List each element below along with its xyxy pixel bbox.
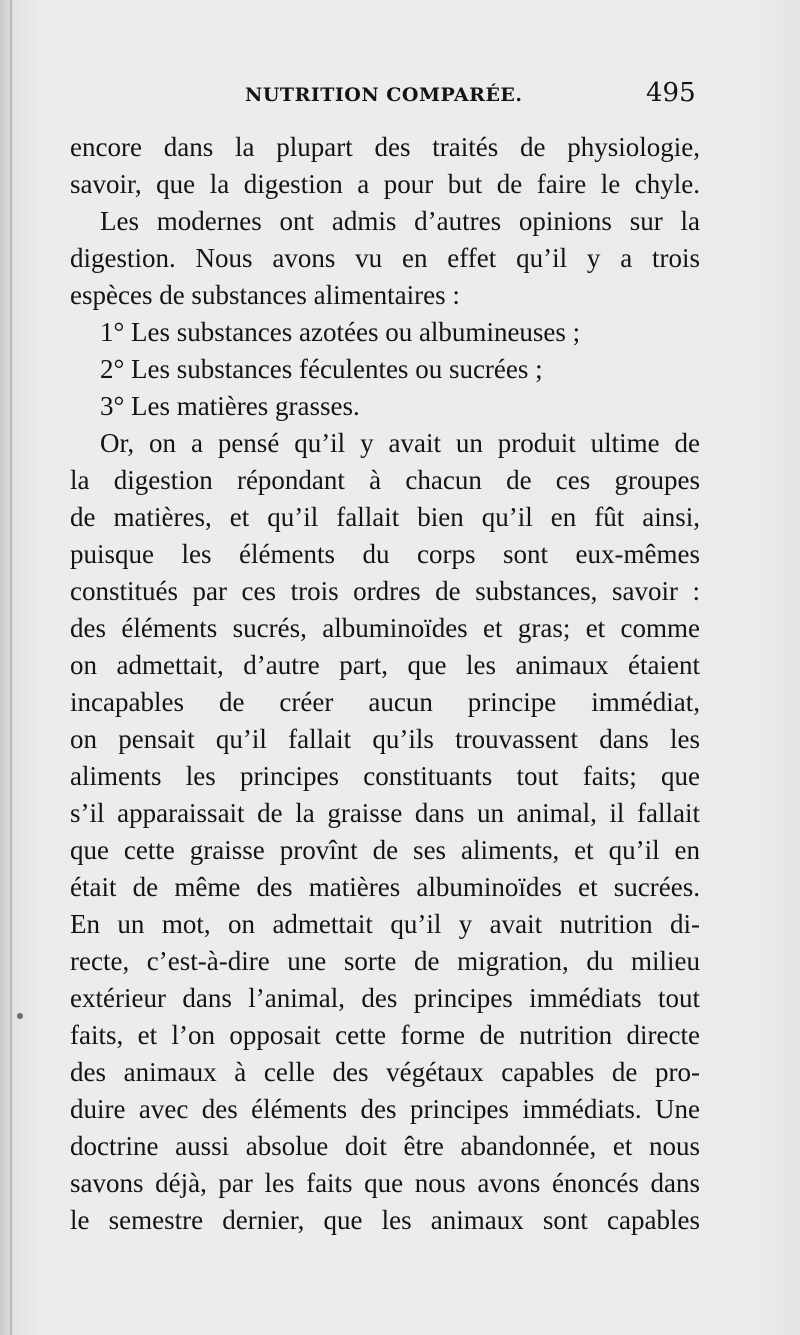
list-item: 2° Les substances féculentes ou sucrées ; (100, 354, 543, 384)
margin-mark (17, 1013, 23, 1019)
binding-gutter (10, 0, 12, 1335)
text-line: des éléments sucrés, albuminoïdes et gras; et comme (70, 613, 700, 643)
text-line: duire avec des éléments des principes immédiats. Une (70, 1094, 700, 1124)
text-line: que cette graisse provînt de ses aliments, et qu’il en (70, 835, 700, 865)
text-line: était de même des matières albuminoïdes et sucrées. (70, 872, 700, 902)
text-line: doctrine aussi absolue doit être abandonnée, et nous (70, 1131, 700, 1161)
text-line: la digestion répondant à chacun de ces groupes (70, 465, 700, 495)
text-line: En un mot, on admettait qu’il y avait nutrition di- (70, 909, 700, 939)
text-line: constitués par ces trois ordres de substances, savoir : (70, 576, 700, 606)
list-item: 1° Les substances azotées ou albumineuses ; (100, 317, 581, 347)
text-line: s’il apparaissait de la graisse dans un animal, il fallait (70, 798, 700, 828)
text-line: savons déjà, par les faits que nous avons énoncés dans (70, 1168, 700, 1198)
text-line: faits, et l’on opposait cette forme de nutrition directe (70, 1020, 700, 1050)
text-line: encore dans la plupart des traités de physiologie, (70, 132, 700, 162)
running-head: NUTRITION COMPARÉE. (245, 84, 523, 106)
text-line: le semestre dernier, que les animaux sont capables (70, 1205, 700, 1235)
text-line: de matières, et qu’il fallait bien qu’il en fût ainsi, (70, 502, 700, 532)
text-line: Or, on a pensé qu’il y avait un produit ultime de (100, 428, 700, 458)
text-line: incapables de créer aucun principe immédiat, (70, 687, 700, 717)
text-line: savoir, que la digestion a pour but de faire le chyle. (70, 169, 700, 199)
text-line: recte, c’est-à-dire une sorte de migration, du milieu (70, 946, 700, 976)
text-line: des animaux à celle des végétaux capables de pro- (70, 1057, 700, 1087)
text-line: aliments les principes constituants tout faits; que (70, 761, 700, 791)
text-line: digestion. Nous avons vu en effet qu’il y a trois (70, 243, 700, 273)
text-line: on admettait, d’autre part, que les animaux étaient (70, 650, 700, 680)
text-line: espèces de substances alimentaires : (70, 280, 460, 310)
list-item: 3° Les matières grasses. (100, 391, 360, 421)
text-line: puisque les éléments du corps sont eux-mêmes (70, 539, 700, 569)
text-line: Les modernes ont admis d’autres opinions sur la (100, 206, 700, 236)
page-number: 495 (646, 78, 696, 108)
text-line: on pensait qu’il fallait qu’ils trouvassent dans les (70, 724, 700, 754)
text-line: extérieur dans l’animal, des principes immédiats tout (70, 983, 700, 1013)
